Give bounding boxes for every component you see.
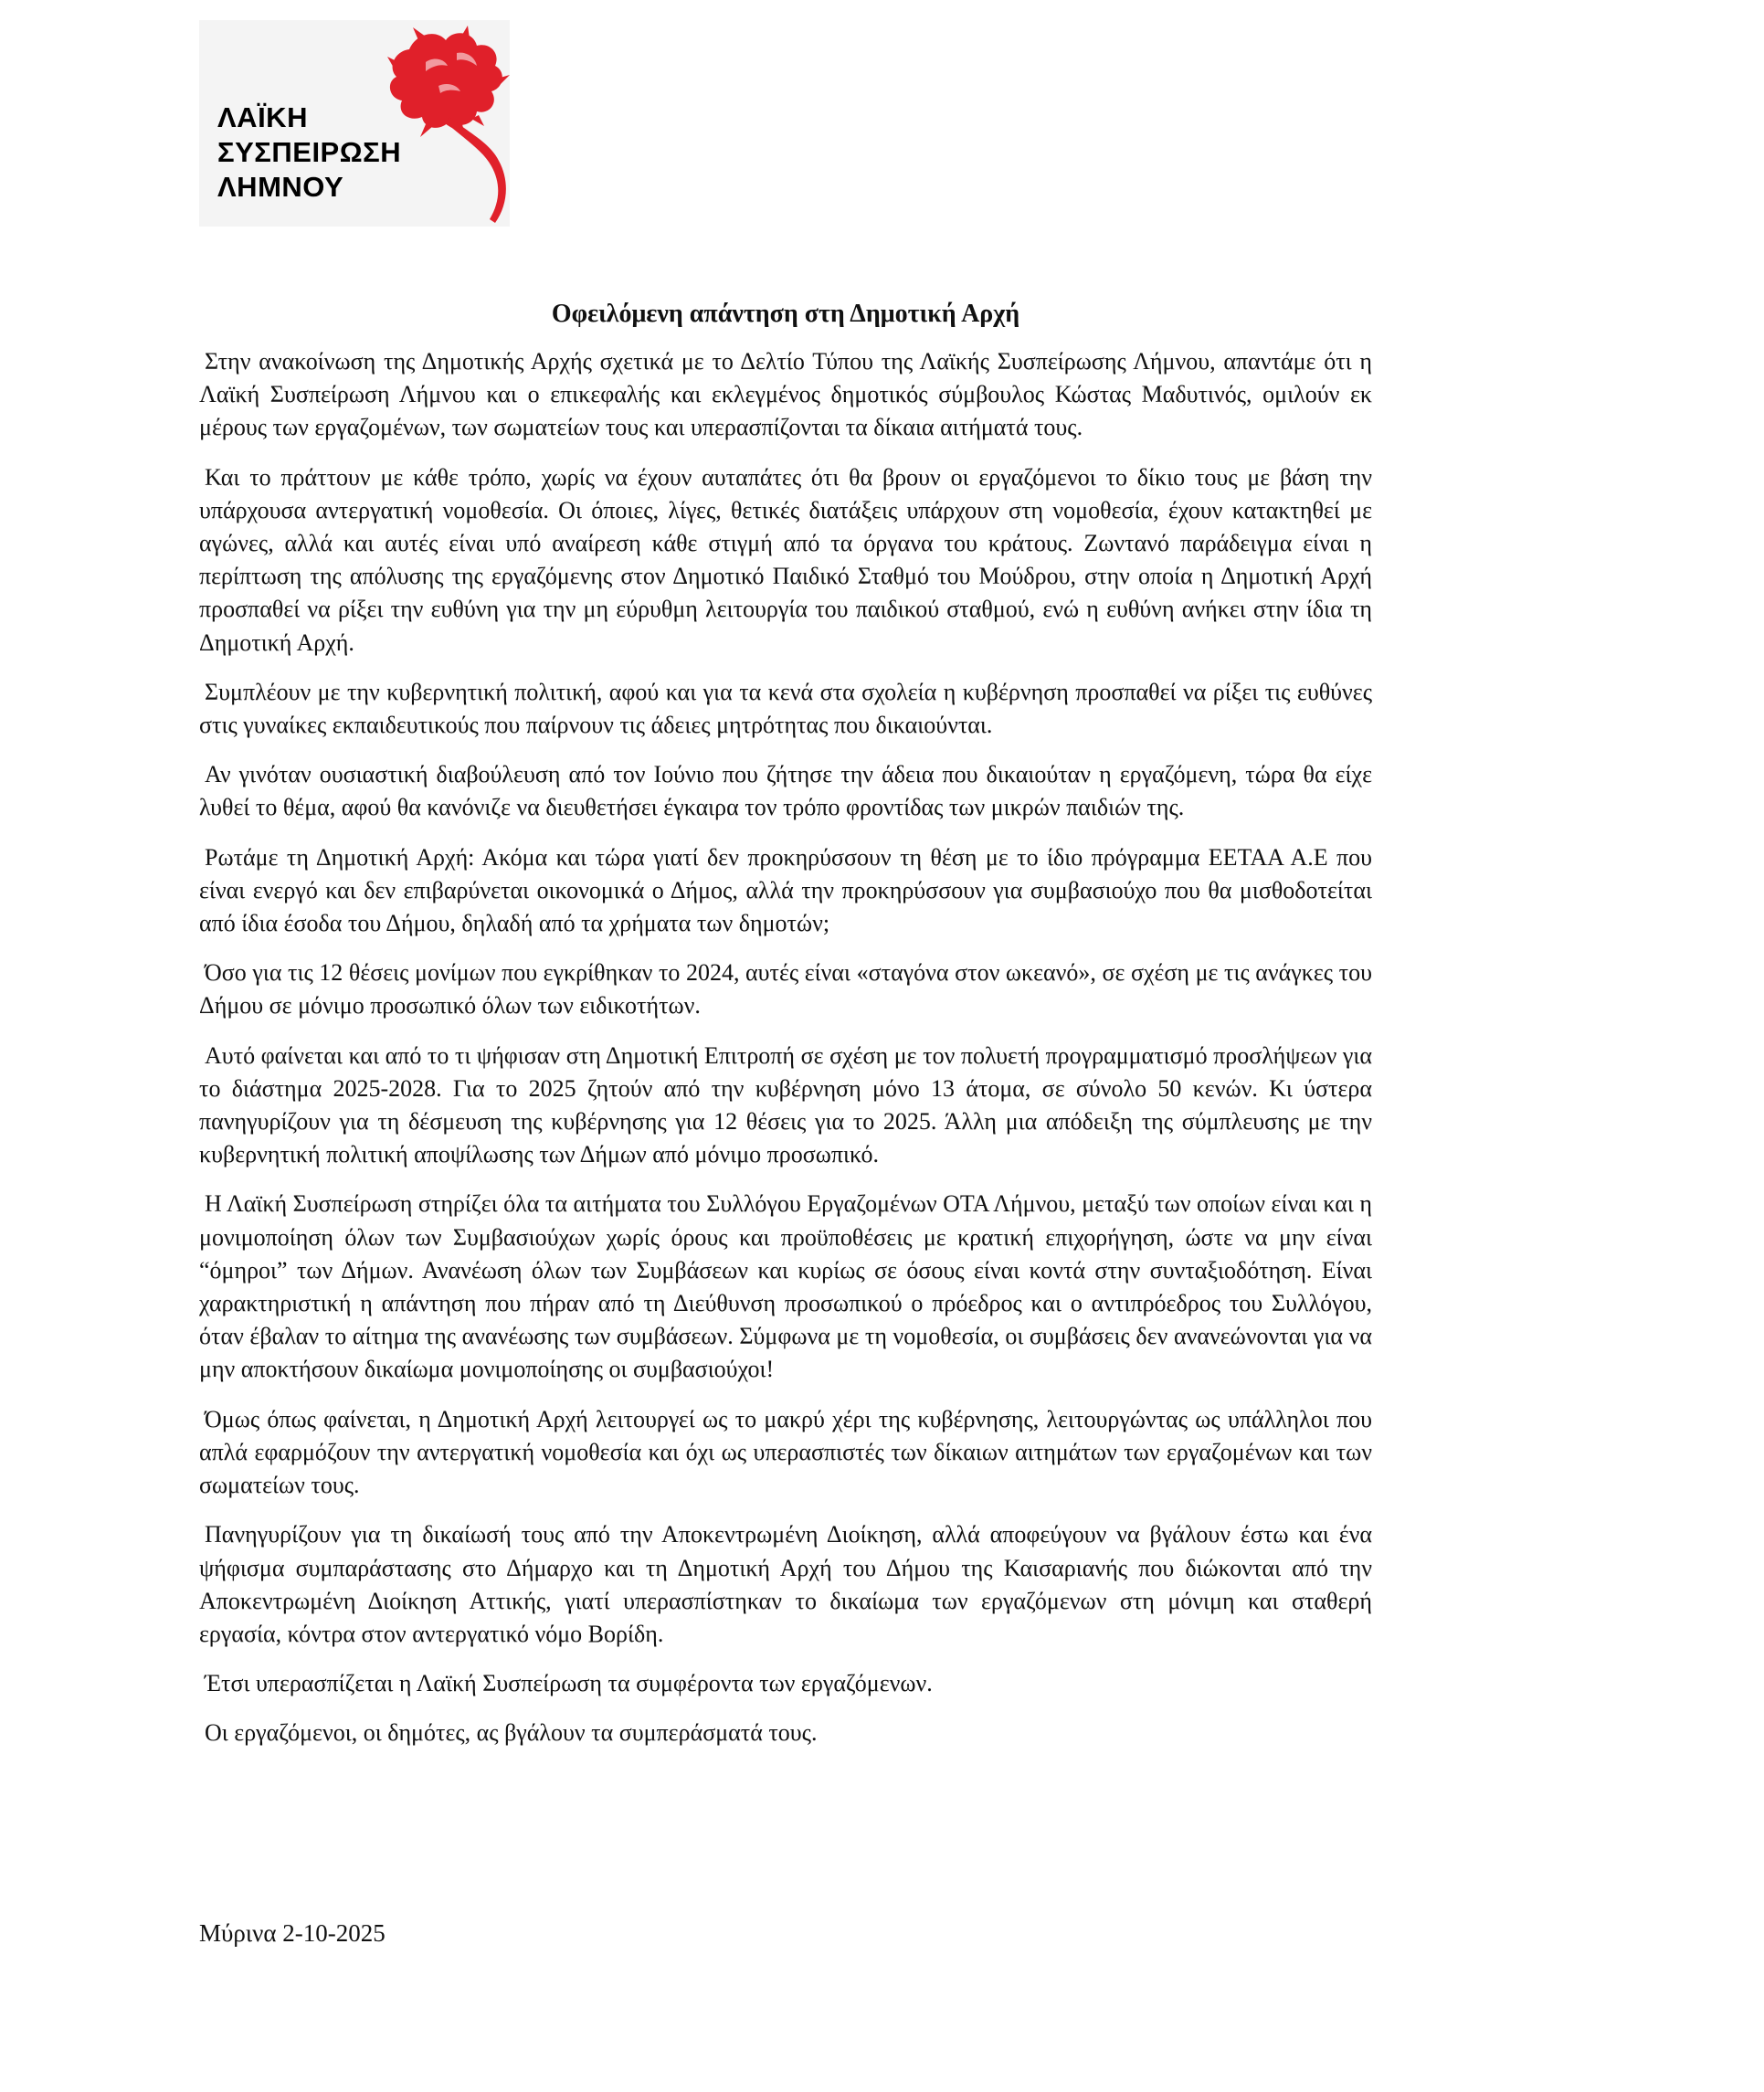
document-title: Οφειλόμενη απάντηση στη Δημοτική Αρχή	[551, 300, 1020, 328]
logo-line: ΣΥΣΠΕΙΡΩΣΗ	[217, 136, 402, 168]
logo	[199, 20, 510, 227]
paragraph: Στην ανακοίνωση της Δημοτικής Αρχής σχετικά με το Δελτίο Τύπου της Λαϊκής Συσπείρωσης Λήμνου, απαντάμε ότι η Λαϊκή Συσπείρωση Λήμνου και ο επικεφαλής και εκλεγμένος δημοτικός σύμβουλος Κώστας Μαδυτινός, ομιλούν εκ μέρους των εργαζομένων, των σωματείων τους και υπερασπίζονται τα δίκαια αιτήματά τους.	[199, 348, 1378, 441]
logo-line: ΛΗΜΝΟΥ	[217, 171, 344, 203]
place-date: Μύρινα 2-10-2025	[199, 1919, 386, 1947]
paragraph: Αν γινόταν ουσιαστική διαβούλευση από τον Ιούνιο που ζήτησε την άδεια που δικαιούταν η εργαζόμενη, τώρα θα είχε λυθεί το θέμα, αφού θα κανόνιζε να διευθετήσει έγκαιρα τον τρόπο φροντίδας των μικρών παιδιών της.	[199, 761, 1378, 821]
paragraph: Συμπλέουν με την κυβερνητική πολιτική, αφού και για τα κενά στα σχολεία η κυβέρνηση προσπαθεί να ρίξει τις ευθύνες στις γυναίκες εκπαιδευτικούς που παίρνουν τις άδειες μητρότητας που δικαιούνται.	[199, 678, 1378, 739]
paragraph: Πανηγυρίζουν για τη δικαίωσή τους από την Αποκεντρωμένη Διοίκηση, αλλά αποφεύγουν να βγάλουν έστω και ένα ψήφισμα συμπαράστασης στο Δήμαρχο και τη Δημοτική Αρχή του Δήμου της Καισαριανής που διώκονται από την Αποκεντρωμένη Διοίκηση Αττικής, γιατί υπερασπίστηκαν το δικαίωμα των εργαζόμενων στη μόνιμη και σταθερή εργασία, κόντρα στον αντεργατικό νόμο Βορίδη.	[199, 1521, 1378, 1647]
paragraph: Η Λαϊκή Συσπείρωση στηρίζει όλα τα αιτήματα του Συλλόγου Εργαζομένων ΟΤΑ Λήμνου, μεταξύ των οποίων είναι και η μονιμοποίηση όλων των Συμβασιούχων χωρίς όρους και προϋποθέσεις με κρατική επιχορήγηση, ώστε να μην είναι “όμηροι” των Δήμων. Ανανέωση όλων των Συμβάσεων και κυρίως σε όσους είναι κοντά στην συνταξιοδότηση. Είναι χαρακτηριστική η απάντηση που πήραν από τη Διεύθυνση προσωπικού ο πρόεδρος και ο αντιπρόεδρος του Συλλόγου, όταν έβαλαν το αίτημα της ανανέωσης των συμβάσεων. Σύμφωνα με τη νομοθεσία, οι συμβάσεις δεν ανανεώνονται για να μην αποκτήσουν δικαίωμα μονιμοποίησης οι συμβασιούχοι!	[199, 1190, 1378, 1383]
paragraph: Οι εργαζόμενοι, οι δημότες, ας βγάλουν τα συμπεράσματά τους.	[205, 1719, 818, 1747]
paragraph: Έτσι υπερασπίζεται η Λαϊκή Συσπείρωση τα συμφέροντα των εργαζόμενων.	[205, 1670, 933, 1697]
paragraph: Και το πράττουν με κάθε τρόπο, χωρίς να έχουν αυταπάτες ότι θα βρουν οι εργαζόμενοι το δίκιο τους με βάση την υπάρχουσα αντεργατική νομοθεσία. Οι όποιες, λίγες, θετικές διατάξεις υπάρχουν στη νομοθεσία, έχουν κατακτηθεί με αγώνες, αλλά και αυτές είναι υπό αναίρεση κάθε στιγμή από τα όργανα του κράτους. Ζωντανό παράδειγμα είναι η περίπτωση της απόλυσης της εργαζόμενης στον Δημοτικό Παιδικό Σταθμό του Μούδρου, στην οποία η Δημοτική Αρχή προσπαθεί να ρίξει την ευθύνη για την μη εύρυθμη λειτουργία του παιδικού σταθμού, ενώ η ευθύνη ανήκει στην ίδια τη Δημοτική Αρχή.	[199, 463, 1378, 656]
paragraph: Όμως όπως φαίνεται, η Δημοτική Αρχή λειτουργεί ως το μακρύ χέρι της κυβέρνησης, λειτουργώντας ως υπάλληλοι που απλά εφαρμόζουν την αντεργατική νομοθεσία και όχι ως υπερασπιστές των δίκαιων αιτημάτων των εργαζομένων και των σωματείων τους.	[199, 1405, 1378, 1499]
paragraph: Αυτό φαίνεται και από το τι ψήφισαν στη Δημοτική Επιτροπή σε σχέση με τον πολυετή προγραμματισμό προσλήψεων για το διάστημα 2025-2028. Για το 2025 ζητούν από την κυβέρνηση μόνο 13 άτομα, σε σύνολο 50 κενών. Κι ύστερα πανηγυρίζουν για τη δέσμευση της κυβέρνησης για 12 θέσεις για το 2025. Άλλη μια απόδειξη της σύμπλευσης με την κυβερνητική πολιτική αποψίλωσης των Δήμων από μόνιμο προσωπικό.	[199, 1041, 1378, 1168]
logo-line: ΛΑΪΚΗ	[217, 101, 308, 133]
paragraph: Όσο για τις 12 θέσεις μονίμων που εγκρίθηκαν το 2024, αυτές είναι «σταγόνα στον ωκεανό», σε σχέση με τις ανάγκες του Δήμου σε μόνιμο προσωπικό όλων των ειδικοτήτων.	[199, 959, 1378, 1020]
document-body	[199, 345, 1378, 1767]
paragraph: Ρωτάμε τη Δημοτική Αρχή: Ακόμα και τώρα γιατί δεν προκηρύσσουν τη θέση με το ίδιο πρόγραμμα ΕΕΤΑΑ Α.Ε που είναι ενεργό και δεν επιβαρύνεται οικονομικά ο Δήμος, αλλά την προκηρύσσουν για συμβασιούχο που θα μισθοδοτείται από ίδια έσοδα του Δήμου, δηλαδή από τα χρήματα των δημοτών;	[199, 843, 1378, 937]
carnation-icon	[362, 26, 517, 228]
